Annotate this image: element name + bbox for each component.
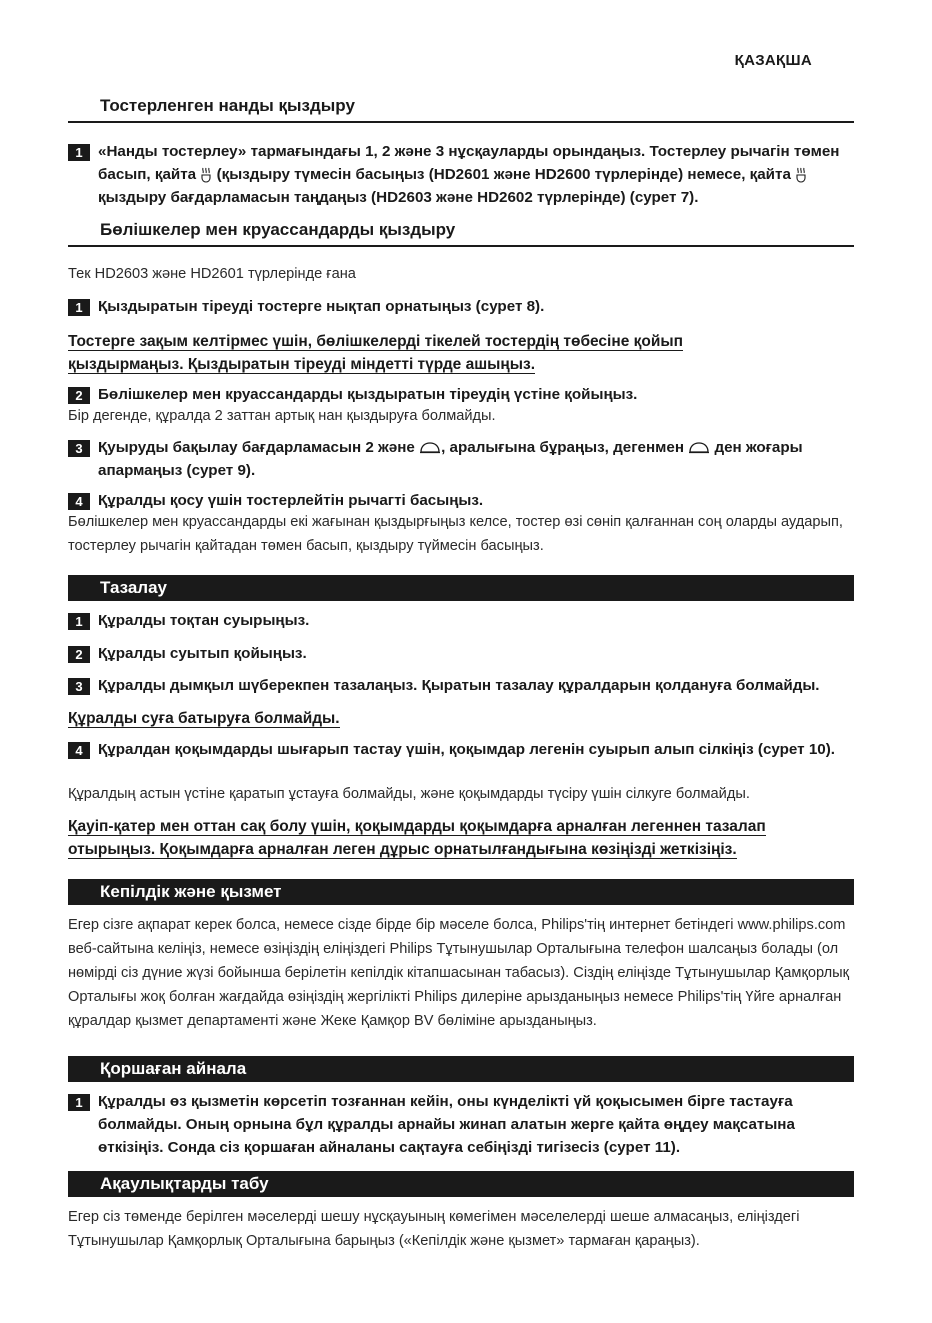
- step-text: Бөлішкелер мен круассандарды қыздыратын тіреудің үстіне қойыңыз.: [98, 386, 638, 403]
- reheat-icon: [795, 167, 807, 183]
- warning-line: қыздырмаңыз. Қыздыратын тіреуді міндетті түрде ашыңыз.: [68, 356, 535, 373]
- step-text: Қыздыратын тіреуді тостерге нықтап орнатыңыз (сурет 8).: [98, 298, 545, 315]
- step-text: Құралды суытып қойыңыз.: [98, 645, 307, 662]
- warning-line: Қауіп-қатер мен оттан сақ болу үшін, қоқымдарды қоқымдарға арналған легеннен тазалап: [68, 818, 766, 835]
- buns-step-4-note: Бөлішкелер мен круассандарды екі жағынан қыздырғыңыз келсе, тостер өзі сөніп қалғаннан соң оларды аударып, тостерлеу рычагін қайтадан төмен басып, қыздыру түймесін басыңыз.: [68, 514, 843, 554]
- buns-step-2: [68, 383, 858, 406]
- step-number: 3: [68, 440, 90, 457]
- step-text: Құралдан қоқымдарды шығарып тастау үшін, қоқымдар легенін суырып алып сілкіңіз (сурет 10).: [98, 741, 836, 758]
- step-text: Құралды қосу үшін тостерлейтін рычагті басыңыз.: [98, 492, 484, 509]
- cleaning-step-4: [68, 738, 858, 761]
- step-number: 2: [68, 387, 90, 404]
- step-text: Қуыруды бақылау бағдарламасын 2 және , аралығына бұраңыз, дегенмен ден жоғары апармаңыз (сурет 9).: [98, 439, 803, 479]
- buns-warning: [68, 330, 858, 376]
- warning-line: отырыңыз. Қоқымдарға арналған леген дұрыс орнатылғандығына көзіңізді жеткізіңіз.: [68, 841, 737, 858]
- buns-step-3: [68, 436, 858, 482]
- buns-model-note: Тек HD2603 және HD2601 түрлерінде ғана: [68, 266, 356, 282]
- section-rule: [68, 245, 854, 247]
- section-bar-troubleshooting: Ақаулықтарды табу: [68, 1171, 854, 1197]
- warning-line: Тостерге зақым келтірмес үшін, бөлішкелерді тікелей тостердің төбесіне қойып: [68, 333, 683, 350]
- section-rule: [68, 121, 854, 123]
- section-bar-warranty: Кепілдік және қызмет: [68, 879, 854, 905]
- cleaning-step-2: [68, 642, 858, 665]
- section-bar-cleaning: Тазалау: [68, 575, 854, 601]
- cleaning-step-1: [68, 609, 858, 632]
- toast-reheat-step-1: [68, 140, 858, 209]
- bun-icon: [419, 441, 441, 455]
- troubleshooting-body: Егер сіз төменде берілген мәселерді шешу нұсқауының көмегімен мәселелерді шеше алмасаңыз, еліңіздегі Тұтынушылар Қамқорлық Орталығына барыңыз («Кепілдік және қызмет» тармаған қараңыз).: [68, 1209, 800, 1249]
- step-number: 2: [68, 646, 90, 663]
- step-number: 1: [68, 144, 90, 161]
- environment-step-1: [68, 1090, 858, 1159]
- buns-step-1: [68, 295, 858, 318]
- warranty-body: Егер сізге ақпарат керек болса, немесе сізде бірде бір мәселе болса, Philips'тің интернет бетіндегі www.philips.com веб-сайтына келіңіз, немесе өзіңіздің еліңіздегі Philips Тұтынушылар Орталығына телефон шалсаңыз болады (ол нөмірді сіз дүние жүзі бойынша берілетін кепілдік кітапшасынан табасыз). Сіздің еліңізде Тұтынушылар Қамқорлық Орталығы жоқ болған жағдайда өзіңіздің жергілікті Philips дилеріне арызданыңыз немесе Philips'тің Үйге арналған құралдар қызмет департаменті және Жеке Қамқор BV бөліміне арызданыңыз.: [68, 917, 849, 1029]
- warning-line: Құралды суға батыруға болмайды.: [68, 710, 340, 727]
- step-text: «Нанды тостерлеу» тармағындағы 1, 2 және 3 нұсқауларды орындаңыз. Тостерлеу рычагін төмен басып, қайта (қыздыру түмесін басыңыз (HD2601 және HD2600 түрлерінде) немесе, қайта қыздыру бағдарламасын таңдаңыз (HD2603 және HD2602 түрлерінде) (сурет 7).: [98, 143, 840, 206]
- step-text: Құралды өз қызметін көрсетіп тозғаннан кейін, оны күнделікті үй қоқысымен бірге тастауға болмайды. Оның орнына бұл құралды арнайы жинап алатын жерге қайта өңдеу мақсатына өткізіңіз. Сонда сіз қоршаған айналаны сақтауға себіңізді тигізесіз (сурет 11).: [98, 1093, 795, 1156]
- section-title-buns: Бөлішкелер мен круассандарды қыздыру: [100, 220, 456, 239]
- cleaning-warning-1: [68, 707, 858, 730]
- buns-step-2-note: Бір дегенде, құралда 2 заттан артық нан қыздыруға болмайды.: [68, 408, 496, 424]
- reheat-icon: [200, 167, 212, 183]
- step-text: Құралды тоқтан суырыңыз.: [98, 612, 310, 629]
- buns-step-4: [68, 489, 858, 512]
- step-number: 1: [68, 1094, 90, 1111]
- step-number: 3: [68, 678, 90, 695]
- language-label: ҚАЗАҚША: [734, 52, 812, 69]
- section-title-toast-reheat: Тостерленген нанды қыздыру: [100, 96, 355, 115]
- step-text: Құралды дымқыл шүберекпен тазалаңыз. Қыратын тазалау құралдарын қолдануға болмайды.: [98, 677, 820, 694]
- cleaning-step-4-note: Құралдың астын үстіне қаратып ұстауға болмайды, және қоқымдарды түсіру үшін сілкуге болмайды.: [68, 786, 750, 802]
- cleaning-step-3: [68, 674, 858, 697]
- step-number: 1: [68, 613, 90, 630]
- section-bar-environment: Қоршаған айнала: [68, 1056, 854, 1082]
- step-number: 4: [68, 493, 90, 510]
- step-number: 4: [68, 742, 90, 759]
- cleaning-warning-2: [68, 815, 858, 861]
- bun-icon: [688, 441, 710, 455]
- step-number: 1: [68, 299, 90, 316]
